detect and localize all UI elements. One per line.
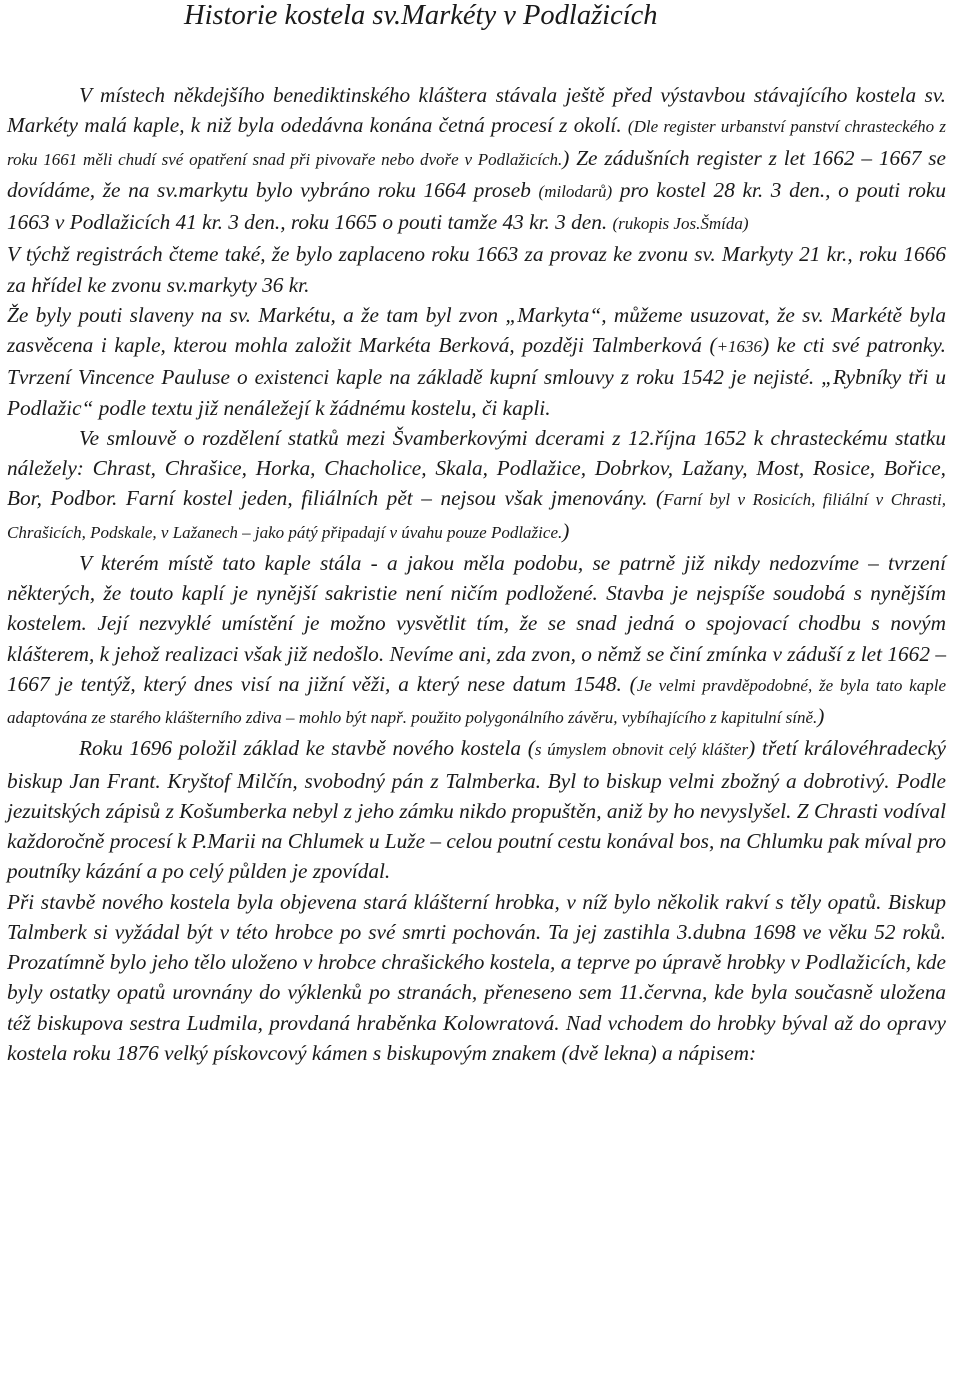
- paragraph-6-text: Roku 1696 položil základ ke stavbě nového kostela (: [79, 736, 535, 761]
- paragraph-4-text-cont: ): [562, 518, 570, 543]
- paragraph-1-text-cont-2: pro kostel 28 kr. 3 den., o pouti roku 1663 v Podlažicích 41 kr. 3 den., roku 1665 o pouti tamže 43 kr. 3 den.: [7, 177, 947, 234]
- paragraph-5-note: Je velmi pravděpodobné, že byla tato kaple adaptována ze starého klášterního zdiva – mohlo být např. použito polygonálního závěru, vybíhajícího z kapitulní síně.: [7, 675, 946, 727]
- paragraph-2: V týchž registrách čteme také, že bylo zaplaceno roku 1663 za provaz ke zvonu sv. Markyty 21 kr., roku 1666 za hřídel ke zvonu sv.markyty 36 kr.: [7, 242, 946, 297]
- paragraph-5-text: V kterém místě tato kaple stála - a jakou měla podobu, se patrně již nikdy nedozvíme – tvrzení některých, že touto kaplí je nynější sakristie není ničím podložené. Stavba je nejspíše soudobá s nynějším kostelem. Její nezvyklé umístění je možno vysvětlit tím, že se snad jedná o spojovací chodbu s novým klášterem, k jehož realizaci však již nedošlo. Nevíme ani, zda zvon, o němž se činí zmínka v záduší z let 1662 – 1667 je tentýž, který dnes visí na jižní věži, a který nese datum 1548.: [7, 550, 946, 696]
- paragraph-3: [7, 300, 946, 423]
- paragraph-1-source: (rukopis Jos.Šmída): [612, 214, 749, 233]
- paragraph-5-paren-open: (: [629, 671, 637, 696]
- paragraph-1: [7, 80, 946, 239]
- paragraph-3-text: Že byly pouti slaveny na sv. Markétu, a že tam byl zvon „Markyta“, můžeme usuzovat, že sv. Markétě byla zasvěcena i kaple, kterou mohla založit Markéta Berková, později Talmberková (: [7, 302, 946, 357]
- paragraph-5: [7, 548, 946, 734]
- paragraph-6: [7, 733, 946, 886]
- paragraph-6-note: s úmyslem obnovit celý klášter: [534, 740, 749, 760]
- paragraph-1-note-2: (milodarů): [538, 181, 613, 201]
- paragraph-1-text: V místech někdejšího benediktinského kláštera stávala ještě před výstavbou stávajícího kostela sv. Markéty malá kaple, k niž byla odedávna konána četná procesí z okolí.: [7, 83, 946, 138]
- paragraph-5-paren-close: ): [817, 704, 825, 728]
- paragraph-3-note: +1636: [716, 337, 763, 356]
- paragraph-6-text-cont: ) třetí královéhradecký biskup Jan Frant. Kryštof Milčín, svobodný pán z Talmberka. Byl to biskup velmi zbožný a dobrotivý. Podle jezuitských zápisů z Košumberka nebyl z jeho zámku nikdo propuštěn, aniž by ho nevyslyšel. Z Chrasti vodíval každoročně procesí k P.Marii na Chlumek u Luže – celou poutní cestu konával bos, na Chlumku pak míval pro poutníky kázání a po celý půlden je zpovídal.: [7, 736, 947, 884]
- paragraph-4-text: Ve smlouvě o rozdělení statků mezi Švamberkovými dcerami z 12.října 1652 k chrasteckému statku náležely: Chrast, Chrašice, Horka, Chacholice, Skala, Podlažice, Dobrkov, Lažany, Most, Rosice, Bořice, Bor, Podbor. Farní kostel jeden, filiálních pět – nejsou však jmenovány. (: [7, 425, 946, 511]
- paragraph-4-note: Farní byl v Rosicích, filiální v Chrasti, Chrašicích, Podskale, v Lažanech – jako pátý připadají v úvahu pouze Podlažice.: [7, 490, 946, 542]
- paragraph-4: [7, 423, 946, 548]
- paragraph-1-note: (Dle register urbanství panství chrasteckého z roku 1661 měli chudí své opatření snad při pivovaře nebo dvoře v Podlažicích.: [7, 117, 946, 169]
- paragraph-3-text-cont: ) ke cti své patronky. Tvrzení Vincence Pauluse o existenci kaple na základě kupní smlouvy z roku 1542 je nejisté. „Rybníky tři u Podlažic“ podle textu již nenáležejí k žádnému kostelu, či kapli.: [7, 333, 946, 420]
- document-body: [7, 80, 946, 1068]
- paragraph-1-text-cont: ) Ze zádušních register z let 1662 – 1667 se dovídáme, že na sv.markytu bylo vybráno roku 1664 proseb: [7, 145, 947, 202]
- paragraph-7: Při stavbě nového kostela byla objevena stará klášterní hrobka, v níž bylo několik rakví s těly opatů. Biskup Talmberk si vyžádal být v této hrobce po své smrti pochován. Ta jej zastihla 3.dubna 1698 ve věku 52 roků. Prozatímně bylo jeho tělo uloženo v hrobce chrašického kostela, a teprve po úpravě hrobky v Podlažicích, kde byly ostatky opatů urovnány do výklenků po stranách, přeneseno sem 11.června, kde byla současně uložena též biskupova sestra Ludmila, provdaná hraběnka Kolowratová. Nad vchodem do hrobky býval až do opravy kostela roku 1876 velký pískovcový kámen s biskupovým znakem (dvě lekna) a nápisem:: [7, 889, 946, 1065]
- page-title: Historie kostela sv.Markéty v Podlažicích: [184, 0, 658, 31]
